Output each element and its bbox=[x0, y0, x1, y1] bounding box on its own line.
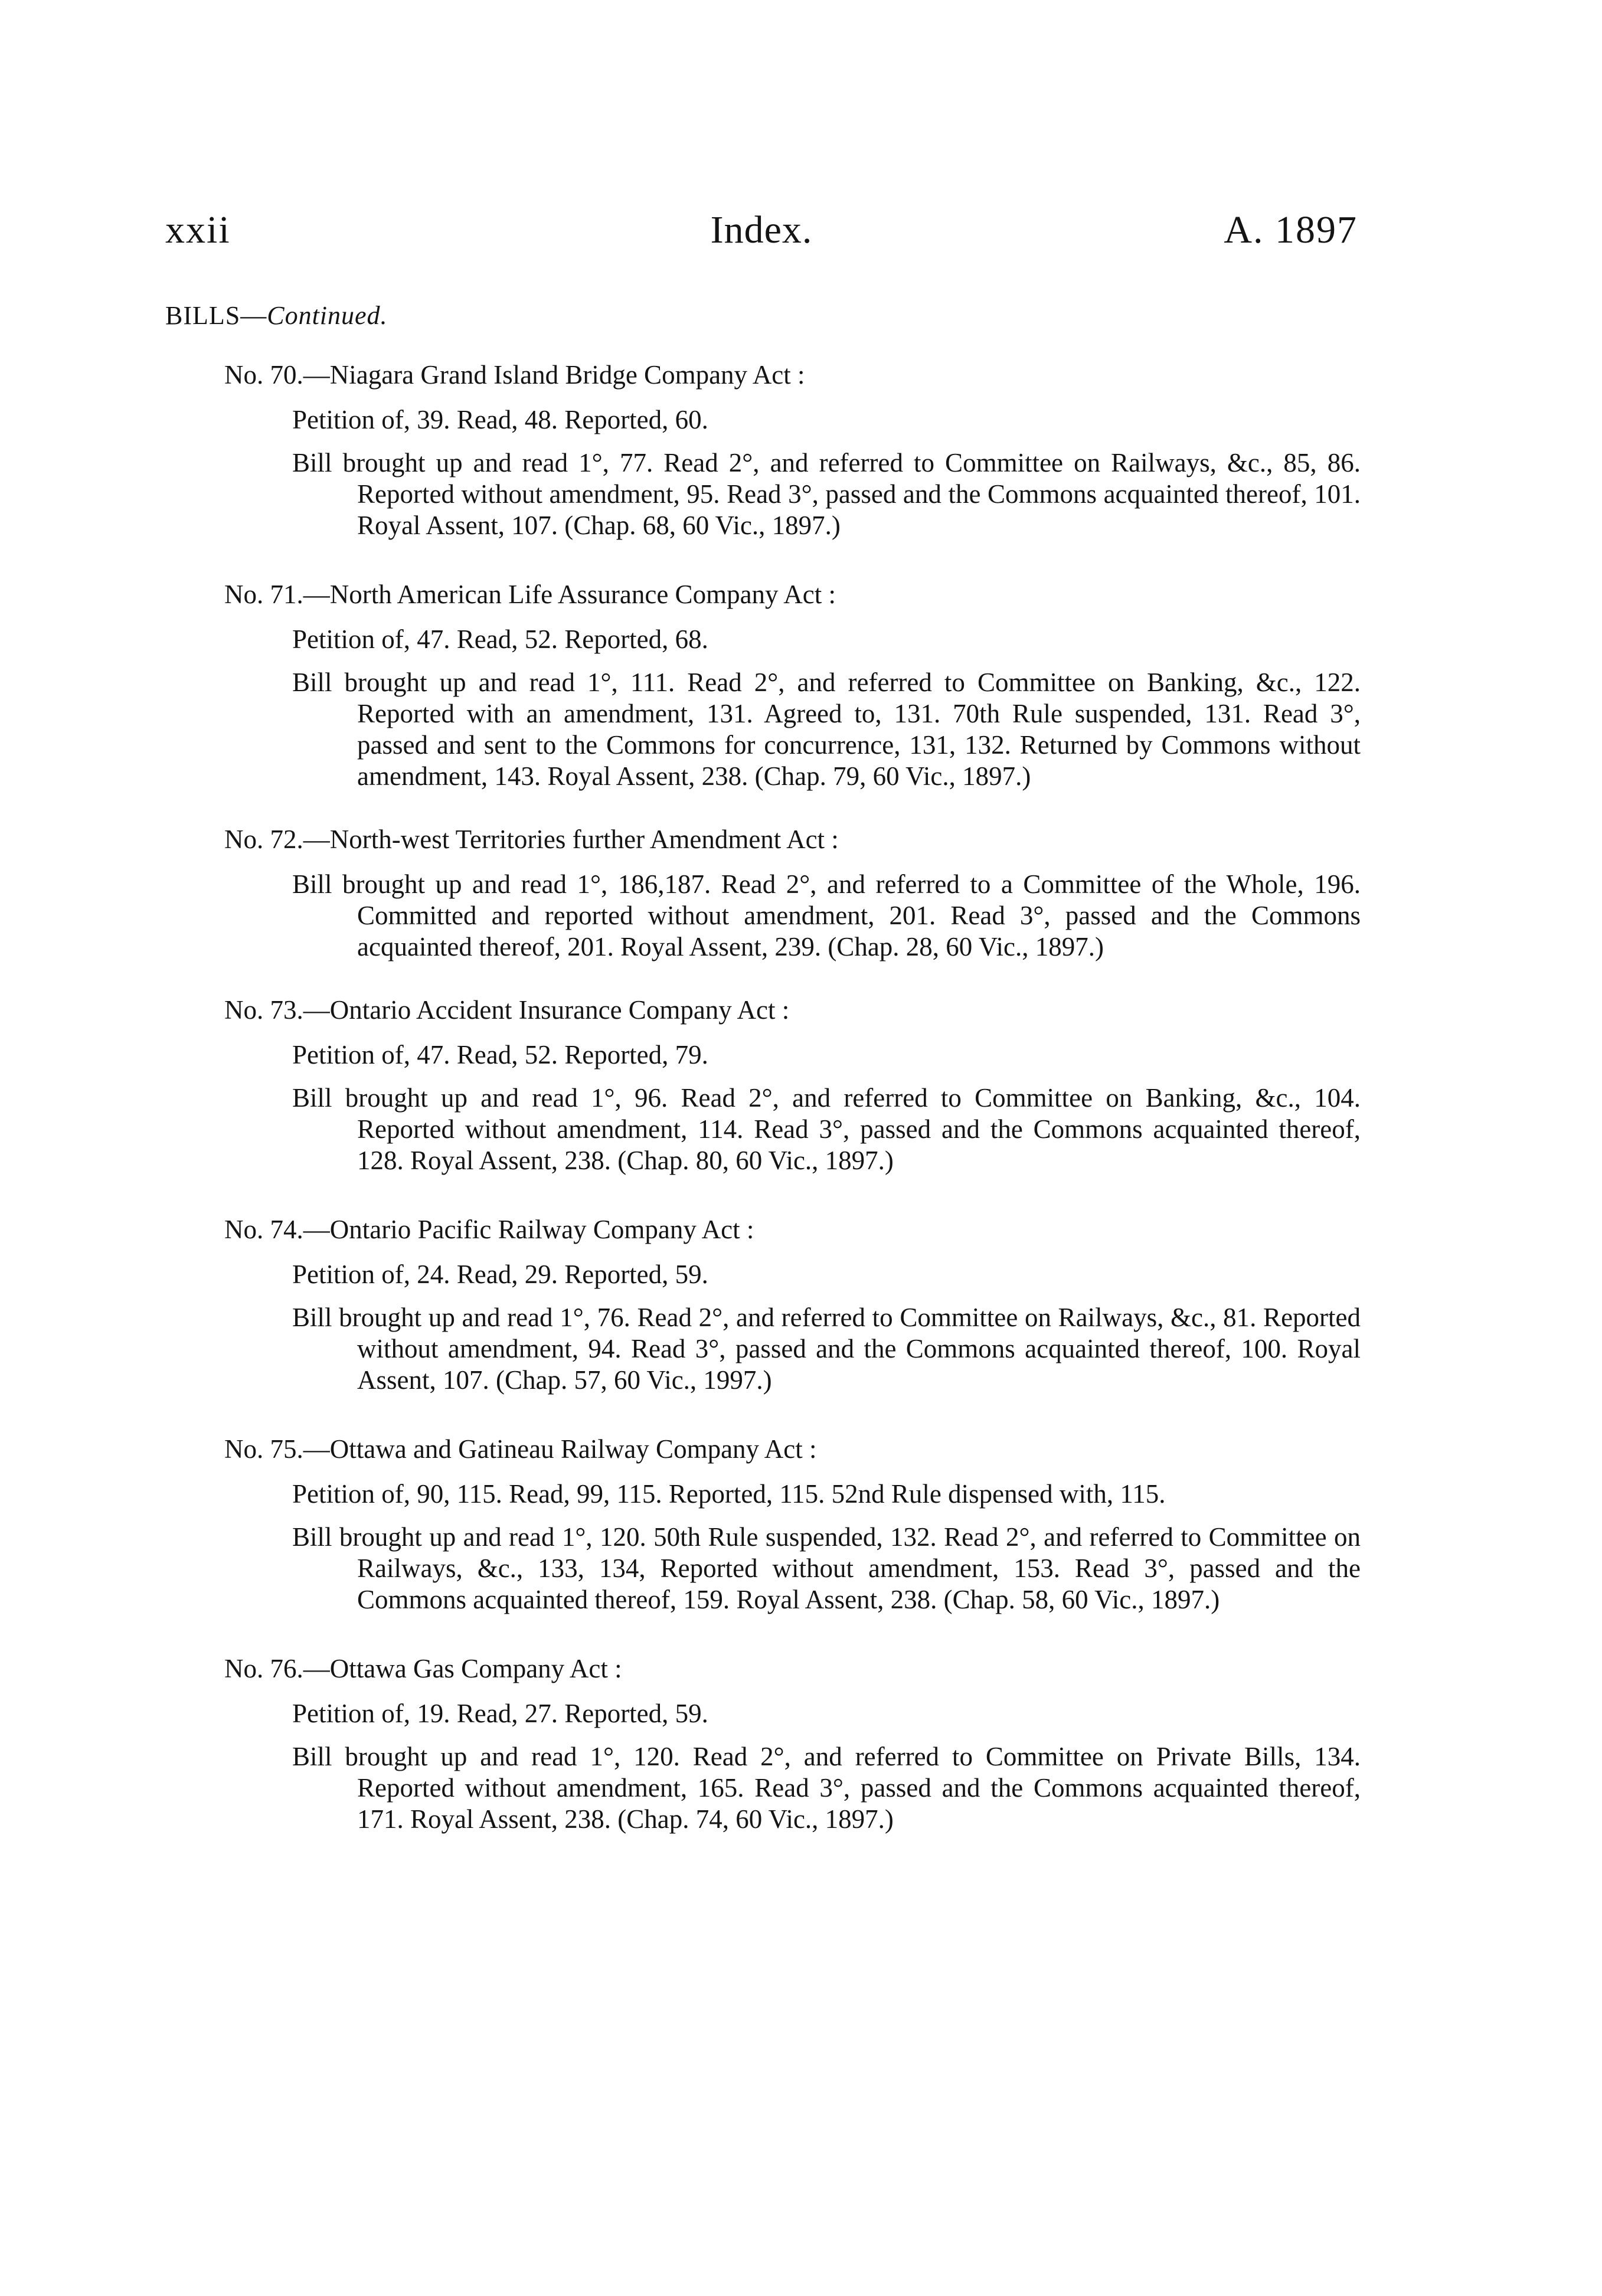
entry-heading: No. 73.—Ontario Accident Insurance Company Act : bbox=[224, 995, 790, 1025]
entry-heading: No. 74.—Ontario Pacific Railway Company Act : bbox=[224, 1215, 754, 1244]
petition-line: Petition of, 47. Read, 52. Reported, 68. bbox=[292, 624, 708, 654]
entry-heading: No. 75.—Ottawa and Gatineau Railway Company Act : bbox=[224, 1434, 817, 1464]
bill-history: Bill brought up and read 1°, 120. Read 2°, and referred to Committee on Private Bills, 134. Reported without amendment, 165. Read 3°, passed and the Commons acquainted thereof, 171. Royal Assent, 238. (Chap. 74, 60 Vic., 1897.) bbox=[292, 1742, 1361, 1834]
bill-entry bbox=[224, 1212, 1361, 1396]
section-heading bbox=[165, 298, 388, 333]
section-title: BILLS— bbox=[165, 301, 267, 330]
petition-line: Petition of, 47. Read, 52. Reported, 79. bbox=[292, 1040, 708, 1069]
page-title: Index. bbox=[710, 208, 813, 251]
petition-line: Petition of, 24. Read, 29. Reported, 59. bbox=[292, 1260, 708, 1289]
entry-heading: No. 72.—North-west Territories further Amendment Act : bbox=[224, 825, 839, 854]
petition-line: Petition of, 90, 115. Read, 99, 115. Reported, 115. 52nd Rule dispensed with, 115. bbox=[292, 1479, 1166, 1509]
section-continued: Continued. bbox=[267, 301, 388, 330]
petition-line: Petition of, 19. Read, 27. Reported, 59. bbox=[292, 1699, 708, 1728]
running-head bbox=[165, 204, 1358, 257]
bill-history: Bill brought up and read 1°, 76. Read 2°, and referred to Committee on Railways, &c., 81. Reported without amendment, 94. Read 3°, passed and the Commons acquainted thereof, 100. Royal Assent, 107. (Chap. 57, 60 Vic., 1997.) bbox=[292, 1303, 1361, 1395]
entry-heading: No. 70.—Niagara Grand Island Bridge Company Act : bbox=[224, 360, 805, 390]
index-entries bbox=[224, 357, 1361, 1847]
bill-entry bbox=[224, 992, 1361, 1176]
bill-history: Bill brought up and read 1°, 111. Read 2°, and referred to Committee on Banking, &c., 122. Reported with an amendment, 131. Agreed to, 131. 70th Rule suspended, 131. Read 3°, passed and sent to the Commons for concurrence, 131, 132. Returned by Commons without amendment, 143. Royal Assent, 238. (Chap. 79, 60 Vic., 1897.) bbox=[292, 668, 1361, 791]
bill-history: Bill brought up and read 1°, 186,187. Read 2°, and referred to a Committee of the Whole, 196. Committed and reported without amendment, 201. Read 3°, passed and the Commons acquainted thereof, 201. Royal Assent, 239. (Chap. 28, 60 Vic., 1897.) bbox=[292, 869, 1361, 961]
petition-line: Petition of, 39. Read, 48. Reported, 60. bbox=[292, 405, 708, 434]
entry-heading: No. 71.—North American Life Assurance Company Act : bbox=[224, 580, 836, 609]
entry-heading: No. 76.—Ottawa Gas Company Act : bbox=[224, 1654, 622, 1683]
bill-entry bbox=[224, 1431, 1361, 1615]
bill-history: Bill brought up and read 1°, 120. 50th Rule suspended, 132. Read 2°, and referred to Committee on Railways, &c., 133, 134, Reported without amendment, 153. Read 3°, passed and the Commons acquainted thereof, 159. Royal Assent, 238. (Chap. 58, 60 Vic., 1897.) bbox=[292, 1522, 1361, 1614]
bill-entry bbox=[224, 1651, 1361, 1835]
page-number: xxii bbox=[165, 208, 231, 251]
bill-entry bbox=[224, 577, 1361, 792]
bill-entry bbox=[224, 822, 1361, 963]
bill-history: Bill brought up and read 1°, 77. Read 2°, and referred to Committee on Railways, &c., 85, 86. Reported without amendment, 95. Read 3°, passed and the Commons acquainted thereof, 101. Royal Assent, 107. (Chap. 68, 60 Vic., 1897.) bbox=[292, 448, 1361, 540]
bill-history: Bill brought up and read 1°, 96. Read 2°, and referred to Committee on Banking, &c., 104. Reported without amendment, 114. Read 3°, passed and the Commons acquainted thereof, 128. Royal Assent, 238. (Chap. 80, 60 Vic., 1897.) bbox=[292, 1083, 1361, 1175]
year-label: A. 1897 bbox=[1224, 208, 1358, 251]
bill-entry bbox=[224, 357, 1361, 541]
